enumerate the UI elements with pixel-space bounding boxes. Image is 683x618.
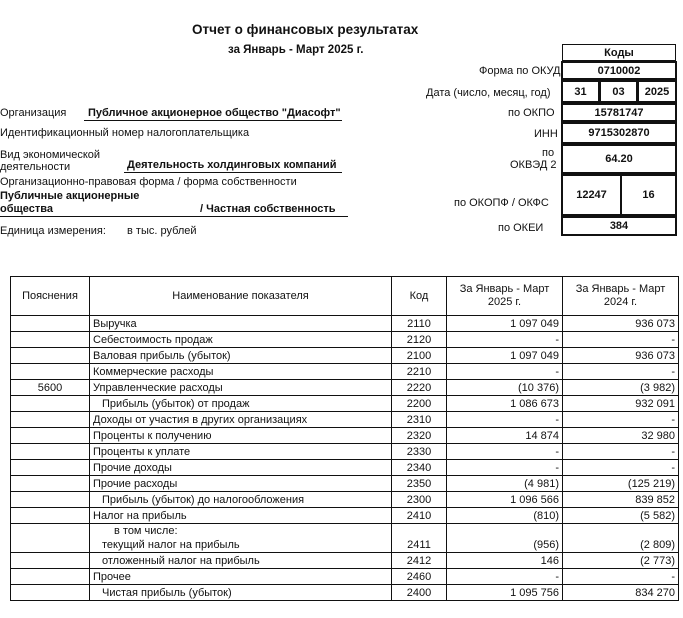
row-note: [11, 348, 90, 364]
row-prior: 936 073: [563, 316, 679, 332]
okopf-label: по ОКОПФ / ОКФС: [454, 197, 549, 209]
date-day: 31: [561, 80, 600, 103]
row-code: 2320: [392, 428, 447, 444]
row-current: (810): [447, 508, 563, 524]
report-title: Отчет о финансовых результатах: [192, 22, 419, 37]
row-note: [11, 508, 90, 524]
row-name-prefix: в том числе:: [114, 525, 178, 537]
row-note: [11, 444, 90, 460]
financial-results-table: [10, 276, 679, 601]
header-notes: Пояснения: [11, 277, 90, 316]
row-name: Коммерческие расходы: [90, 364, 392, 380]
row-current: -: [447, 412, 563, 428]
row-prior: 32 980: [563, 428, 679, 444]
row-prior: 839 852: [563, 492, 679, 508]
legal-form-label: Организационно-правовая форма / форма собственности: [0, 176, 297, 188]
activity-underline: [124, 172, 342, 173]
table-header-row: [11, 277, 679, 316]
row-current: 1 086 673: [447, 396, 563, 412]
row-name: Прочее: [90, 569, 392, 585]
row-note: [11, 553, 90, 569]
table-row: [11, 569, 679, 585]
legal-form-1: Публичные акционерные: [0, 190, 140, 202]
row-prior: 932 091: [563, 396, 679, 412]
row-note: [11, 428, 90, 444]
row-prior: 936 073: [563, 348, 679, 364]
report-period: за Январь - Март 2025 г.: [228, 44, 364, 56]
row-prior: -: [563, 444, 679, 460]
row-name: Прибыль (убыток) от продаж: [90, 396, 392, 412]
row-current: 1 095 756: [447, 585, 563, 601]
row-name: Доходы от участия в других организациях: [90, 412, 392, 428]
row-name: Себестоимость продаж: [90, 332, 392, 348]
row-prior: (2 809): [563, 524, 679, 553]
row-code: 2200: [392, 396, 447, 412]
row-current: 1 097 049: [447, 348, 563, 364]
row-prior: -: [563, 569, 679, 585]
row-current: 1 097 049: [447, 316, 563, 332]
row-current: -: [447, 460, 563, 476]
row-code: 2110: [392, 316, 447, 332]
org-label: Организация: [0, 107, 67, 119]
row-prior: (2 773): [563, 553, 679, 569]
table-row: [11, 316, 679, 332]
okud-label: Форма по ОКУД: [479, 65, 561, 77]
activity-value: Деятельность холдинговых компаний: [127, 159, 337, 171]
header-prior-1: За Январь - Март: [575, 283, 666, 295]
row-note: [11, 460, 90, 476]
row-name-main: текущий налог на прибыль: [102, 539, 240, 551]
row-note: [11, 492, 90, 508]
table-row: [11, 476, 679, 492]
table-row: [11, 444, 679, 460]
header-prior-2: 2024 г.: [603, 296, 638, 308]
row-prior: (5 582): [563, 508, 679, 524]
table-row: [11, 492, 679, 508]
row-code: 2310: [392, 412, 447, 428]
row-code: 2220: [392, 380, 447, 396]
row-name: Прочие доходы: [90, 460, 392, 476]
inn-code: 9715302870: [561, 122, 677, 144]
inn-code-label: ИНН: [534, 128, 558, 140]
date-label: Дата (число, месяц, год): [426, 87, 551, 99]
row-current: 1 096 566: [447, 492, 563, 508]
unit-value: в тыс. рублей: [127, 225, 197, 237]
table-row: [11, 585, 679, 601]
row-code: 2300: [392, 492, 447, 508]
activity-label-1: Вид экономической: [0, 149, 101, 161]
row-prior: -: [563, 332, 679, 348]
unit-label: Единица измерения:: [0, 225, 106, 237]
ownership-value: / Частная собственность: [200, 203, 336, 215]
row-current: -: [447, 569, 563, 585]
row-code: 2411: [392, 524, 447, 553]
row-name: Прибыль (убыток) до налогообложения: [90, 492, 392, 508]
row-code: 2350: [392, 476, 447, 492]
okei-code: 384: [561, 216, 677, 236]
row-code: 2330: [392, 444, 447, 460]
header-current: [447, 277, 563, 316]
row-note: [11, 524, 90, 553]
row-code: 2340: [392, 460, 447, 476]
okud-code: 0710002: [561, 61, 677, 80]
row-prior: -: [563, 412, 679, 428]
row-name: Налог на прибыль: [90, 508, 392, 524]
row-prior: -: [563, 460, 679, 476]
row-name: отложенный налог на прибыль: [90, 553, 392, 569]
header-current-2: 2025 г.: [487, 296, 522, 308]
row-note: [11, 476, 90, 492]
row-code: 2410: [392, 508, 447, 524]
org-name-underline: [84, 120, 342, 121]
header-code: Код: [392, 277, 447, 316]
okfs-code: 16: [620, 174, 677, 216]
row-prior: -: [563, 364, 679, 380]
row-name: Прочие расходы: [90, 476, 392, 492]
table-row: [11, 412, 679, 428]
row-note: 5600: [11, 380, 90, 396]
table-row: [11, 380, 679, 396]
table-row: [11, 348, 679, 364]
row-note: [11, 316, 90, 332]
org-name: Публичное акционерное общество "Диасофт": [88, 107, 341, 119]
row-code: 2412: [392, 553, 447, 569]
row-current: 146: [447, 553, 563, 569]
row-name: [90, 524, 392, 553]
row-current: -: [447, 444, 563, 460]
okved-code: 64.20: [561, 144, 677, 174]
header-indicator: Наименование показателя: [90, 277, 392, 316]
legal-form-2: общества: [0, 203, 54, 215]
row-prior: (3 982): [563, 380, 679, 396]
table-row: [11, 460, 679, 476]
row-note: [11, 396, 90, 412]
okopf-code: 12247: [561, 174, 622, 216]
table-row: [11, 428, 679, 444]
okved-label-1: по: [542, 147, 555, 159]
okved-label-2: ОКВЭД 2: [510, 159, 557, 171]
row-code: 2120: [392, 332, 447, 348]
row-code: 2400: [392, 585, 447, 601]
row-code: 2100: [392, 348, 447, 364]
inn-label: Идентификационный номер налогоплательщика: [0, 127, 250, 139]
row-current: -: [447, 364, 563, 380]
table-row: [11, 396, 679, 412]
date-year: 2025: [637, 80, 677, 103]
row-name: Чистая прибыль (убыток): [90, 585, 392, 601]
header-current-1: За Январь - Март: [459, 283, 550, 295]
row-note: [11, 332, 90, 348]
row-code: 2460: [392, 569, 447, 585]
row-note: [11, 585, 90, 601]
row-name: Управленческие расходы: [90, 380, 392, 396]
row-current: (4 981): [447, 476, 563, 492]
date-month: 03: [599, 80, 638, 103]
table-row: [11, 524, 679, 553]
row-note: [11, 569, 90, 585]
row-prior: (125 219): [563, 476, 679, 492]
row-name: Выручка: [90, 316, 392, 332]
row-current: (956): [447, 524, 563, 553]
row-name: Валовая прибыль (убыток): [90, 348, 392, 364]
row-current: 14 874: [447, 428, 563, 444]
row-name: Проценты к уплате: [90, 444, 392, 460]
row-prior: 834 270: [563, 585, 679, 601]
okei-label: по ОКЕИ: [498, 222, 544, 234]
table-row: [11, 332, 679, 348]
legal-form-underline: [0, 216, 348, 217]
table-row: [11, 364, 679, 380]
okpo-label: по ОКПО: [508, 107, 555, 119]
okpo-code: 15781747: [561, 103, 677, 122]
header-prior: [563, 277, 679, 316]
row-note: [11, 412, 90, 428]
table-row: [11, 508, 679, 524]
row-code: 2210: [392, 364, 447, 380]
row-current: -: [447, 332, 563, 348]
table-row: [11, 553, 679, 569]
row-note: [11, 364, 90, 380]
row-name: Проценты к получению: [90, 428, 392, 444]
activity-label-2: деятельности: [0, 161, 71, 173]
row-current: (10 376): [447, 380, 563, 396]
codes-header: Коды: [562, 44, 676, 61]
